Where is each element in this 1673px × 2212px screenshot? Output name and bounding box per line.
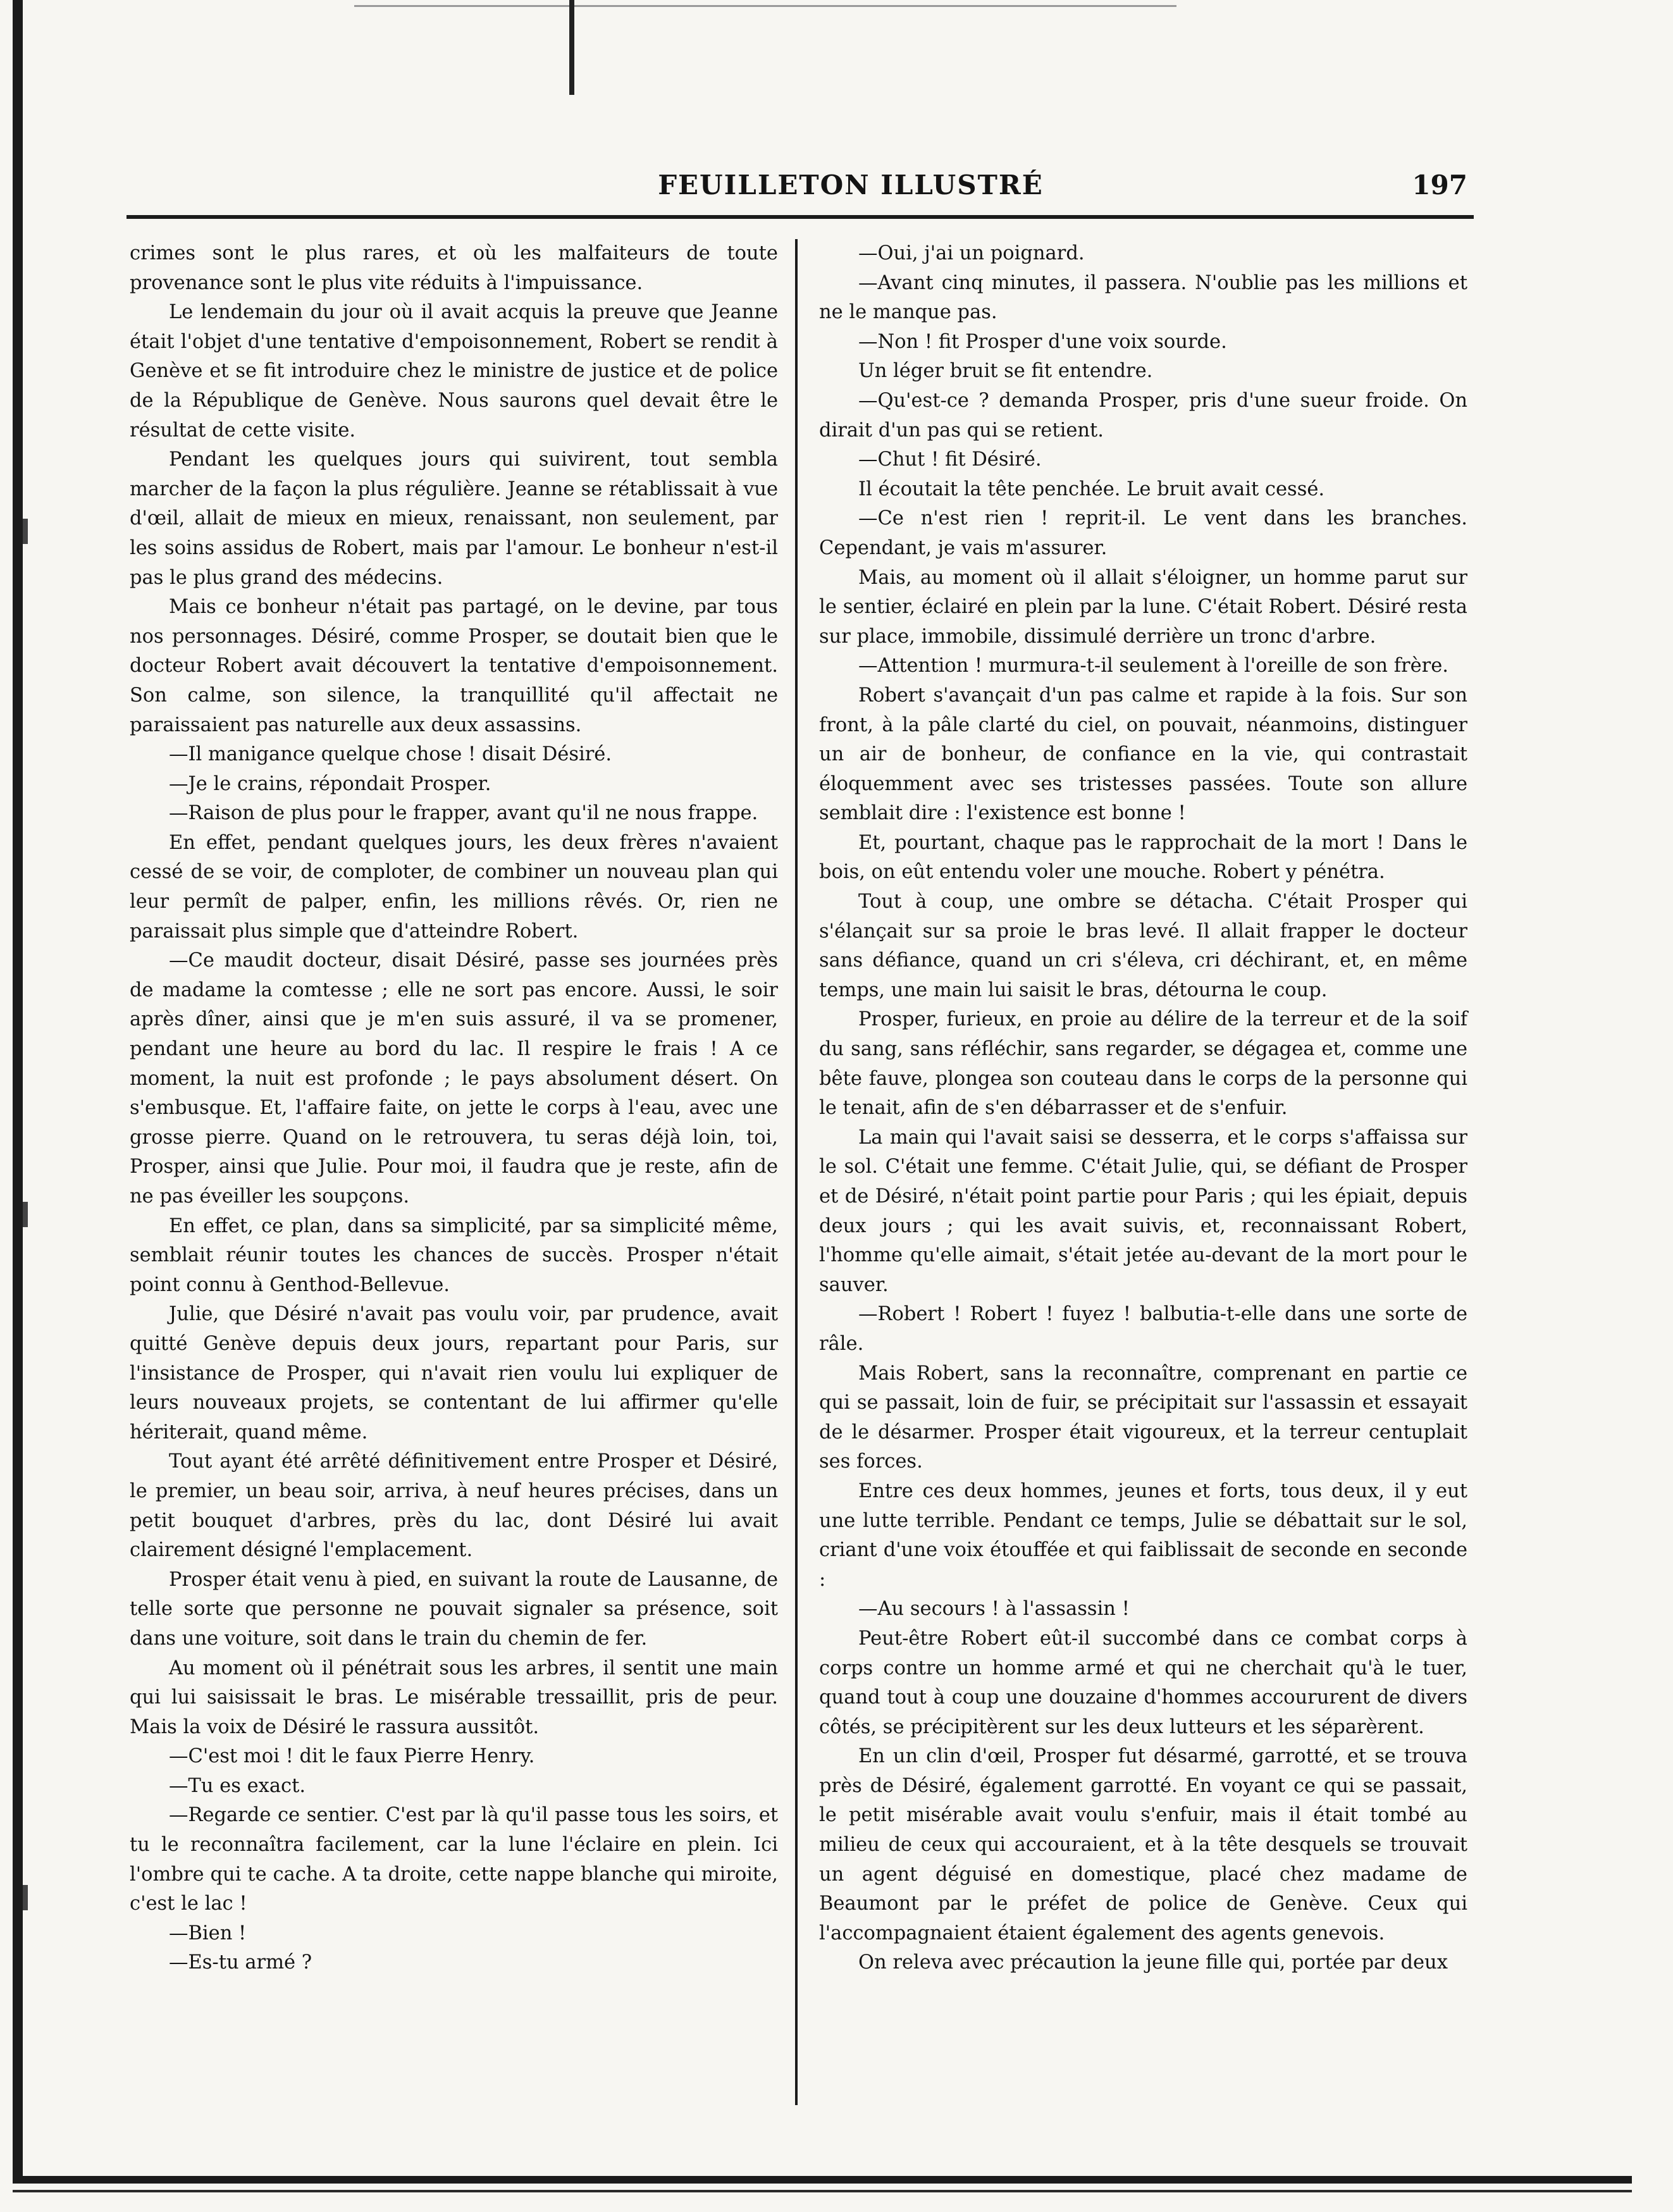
running-head-title: FEUILLETON ILLUSTRÉ <box>658 170 1044 201</box>
scan-top-edge <box>354 5 1176 7</box>
paragraph: Prosper était venu à pied, en suivant la route de Lausanne, de telle sorte que personne ne pouvait signaler sa présence, soit dans une voiture, soit dans le train du chemin de fer. <box>130 1568 778 1650</box>
paragraph: —Attention ! murmura-t-il seulement à l'oreille de son frère. <box>858 655 1449 677</box>
paragraph: Prosper, furieux, en proie au délire de la terreur et de la soif du sang, sans réfléchir, sans regarder, se dégagea et, comme une bête fauve, plongea son couteau dans le corps de la personne qui le tenait, afin de s'en débarrasser et de s'enfuir. <box>819 1008 1467 1120</box>
binding-mark <box>23 1885 28 1910</box>
paragraph: —Robert ! Robert ! fuyez ! balbutia-t-elle dans une sorte de râle. <box>819 1303 1467 1355</box>
paragraph: Julie, que Désiré n'avait pas voulu voir, par prudence, avait quitté Genève depuis deux jours, repartant pour Paris, sur l'insistance de Prosper, qui n'avait rien voulu lui expliquer de leurs nouveaux projets, se contentant de lui affirmer qu'elle hériterait, quand même. <box>130 1303 778 1443</box>
paragraph: crimes sont le plus rares, et où les malfaiteurs de toute provenance sont le plus vite réduits à l'impuissance. <box>130 242 778 294</box>
binding-mark <box>23 1202 28 1227</box>
paragraph: En un clin d'œil, Prosper fut désarmé, garrotté, et se trouva près de Désiré, également garrotté. En voyant ce qui se passait, le petit misérable avait voulu s'enfuir, mais il était tombé au milieu de ceux qui accouraient, et à la tête desquels se trouvait un agent déguisé en domestique, placé chez madame de Beaumont par le préfet de police de Genève. Ceux qui l'accompagnaient étaient également des agents genevois. <box>819 1745 1467 1944</box>
paragraph: —Oui, j'ai un poignard. <box>858 242 1085 264</box>
paragraph: En effet, pendant quelques jours, les deux frères n'avaient cessé de se voir, de comploter, de combiner un nouveau plan qui leur permît de palper, enfin, les millions rêvés. Or, rien ne paraissait plus simple que d'atteindre Robert. <box>130 831 778 942</box>
paragraph: —Bien ! <box>169 1922 247 1944</box>
paragraph: —Ce maudit docteur, disait Désiré, passe ses journées près de madame la comtesse ; elle ne sort pas encore. Aussi, le soir après dîner, ainsi que je m'en suis assuré, il va se promener, pendant une heure au bord du lac. Il respire le frais ! A ce moment, la nuit est profonde ; le pays absolument désert. On s'embusque. Et, l'affaire faite, on jette le corps à l'eau, avec une grosse pierre. Quand on le retrouvera, tu seras déjà loin, toi, Prosper, ainsi que Julie. Pour moi, il faudra que je reste, afin de ne pas éveiller les soupçons. <box>130 949 778 1208</box>
paragraph: —Raison de plus pour le frapper, avant qu'il ne nous frappe. <box>169 802 758 825</box>
right-text-column <box>819 239 1467 1978</box>
paragraph: —Tu es exact. <box>169 1774 306 1797</box>
page-bottom-edge <box>13 2176 1632 2184</box>
page-bottom-edge-line <box>13 2190 1632 2192</box>
paragraph: Mais, au moment où il allait s'éloigner, un homme parut sur le sentier, éclairé en plein par la lune. C'était Robert. Désiré resta sur place, immobile, dissimulé derrière un tronc d'arbre. <box>819 566 1467 648</box>
paragraph: Peut-être Robert eût-il succombé dans ce combat corps à corps contre un homme armé et qui ne cherchait qu'à le tuer, quand tout à coup une douzaine d'hommes accoururent de divers côtés, se précipitèrent sur les deux lutteurs et les séparèrent. <box>819 1627 1467 1738</box>
paragraph: —C'est moi ! dit le faux Pierre Henry. <box>169 1745 535 1768</box>
paragraph: —Avant cinq minutes, il passera. N'oublie pas les millions et ne le manque pas. <box>819 271 1467 324</box>
paragraph: —Il manigance quelque chose ! disait Désiré. <box>169 743 612 766</box>
page-binding-edge <box>13 0 23 2176</box>
paragraph: Mais Robert, sans la reconnaître, comprenant en partie ce qui se passait, loin de fuir, se précipitait sur l'assassin et essayait de le désarmer. Prosper était vigoureux, et la terreur centuplait ses forces. <box>819 1362 1467 1473</box>
paragraph: —Au secours ! à l'assassin ! <box>858 1598 1130 1621</box>
paragraph: Tout à coup, une ombre se détacha. C'était Prosper qui s'élançait sur sa proie le bras levé. Il allait frapper le docteur sans défiance, quand un cri s'éleva, cri déchirant, et, en même temps, une main lui saisit le bras, détourna le coup. <box>819 891 1467 1001</box>
running-head <box>127 163 1467 214</box>
paragraph: Mais ce bonheur n'était pas partagé, on le devine, par tous nos personnages. Désiré, comme Prosper, se doutait bien que le docteur Robert avait découvert la tentative d'empoisonnement. Son calme, son silence, la tranquillité qu'il affectait ne paraissaient pas naturelle aux deux assassins. <box>130 596 778 736</box>
paragraph: La main qui l'avait saisi se desserra, et le corps s'affaissa sur le sol. C'était une femme. C'était Julie, qui, se défiant de Prosper et de Désiré, n'était point partie pour Paris ; qui les épiait, depuis deux jours ; qui les avait suivis, et, reconnaissant Robert, l'homme qu'elle aimait, s'était jetée au-devant de la mort pour le sauver. <box>819 1126 1467 1296</box>
paragraph: —Regarde ce sentier. C'est par là qu'il passe tous les soirs, et tu le reconnaîtra facilement, car la lune l'éclaire en plein. Ici l'ombre qui te cache. A ta droite, cette nappe blanche qui miroite, c'est le lac ! <box>130 1804 778 1915</box>
paragraph: Il écoutait la tête penchée. Le bruit avait cessé. <box>858 478 1325 500</box>
paragraph: Pendant les quelques jours qui suivirent, tout sembla marcher de la façon la plus régulière. Jeanne se rétablissait à vue d'œil, allait de mieux en mieux, renaissant, non seulement, par les soins assidus de Robert, mais par l'amour. Le bonheur n'est-il pas le plus grand des médecins. <box>130 448 778 589</box>
header-rule <box>127 215 1474 219</box>
paragraph: —Ce n'est rien ! reprit-il. Le vent dans les branches. Cependant, je vais m'assurer. <box>819 507 1467 559</box>
paragraph: Robert s'avançait d'un pas calme et rapide à la fois. Sur son front, à la pâle clarté du ciel, on pouvait, néanmoins, distinguer un air de bonheur, de confiance en la vie, qui contrastait éloquemment avec ses tristesses passées. Toute son allure semblait dire : l'existence est bonne ! <box>819 684 1467 825</box>
column-divider <box>795 239 798 2105</box>
paragraph: —Es-tu armé ? <box>169 1951 312 1974</box>
paragraph: En effet, ce plan, dans sa simplicité, par sa simplicité même, semblait réunir toutes les chances de succès. Prosper n'était point connu à Genthod-Bellevue. <box>130 1214 778 1296</box>
binding-mark <box>23 519 28 544</box>
scan-artifact-mark <box>569 0 574 95</box>
paragraph: Un léger bruit se fit entendre. <box>858 360 1153 383</box>
paragraph: Et, pourtant, chaque pas le rapprochait de la mort ! Dans le bois, on eût entendu voler une mouche. Robert y pénétra. <box>819 831 1467 884</box>
paragraph: Entre ces deux hommes, jeunes et forts, tous deux, il y eut une lutte terrible. Pendant ce temps, Julie se débattait sur le sol, criant d'une voix étouffée et qui faiblissait de seconde en seconde : <box>819 1480 1467 1591</box>
paragraph: —Je le crains, répondait Prosper. <box>169 772 491 795</box>
paragraph: Tout ayant été arrêté définitivement entre Prosper et Désiré, le premier, un beau soir, arriva, à neuf heures précises, dans un petit bouquet d'arbres, près du lac, dont Désiré lui avait clairement désigné l'emplacement. <box>130 1450 778 1562</box>
left-text-column <box>130 239 778 1978</box>
paragraph: Au moment où il pénétrait sous les arbres, il sentit une main qui lui saisissait le bras. Le misérable tressaillit, pris de peur. Mais la voix de Désiré le rassura aussitôt. <box>130 1657 778 1738</box>
paragraph: —Non ! fit Prosper d'une voix sourde. <box>858 330 1227 353</box>
paragraph: Le lendemain du jour où il avait acquis la preuve que Jeanne était l'objet d'une tentative d'empoisonnement, Robert se rendit à Genève et se fit introduire chez le ministre de justice et de police de la République de Genève. Nous saurons quel devait être le résultat de cette visite. <box>130 301 778 442</box>
paragraph: —Chut ! fit Désiré. <box>858 448 1042 471</box>
paragraph: On releva avec précaution la jeune fille qui, portée par deux <box>858 1951 1448 1974</box>
paragraph: —Qu'est-ce ? demanda Prosper, pris d'une sueur froide. On dirait d'un pas qui se retient. <box>819 389 1467 442</box>
page-number: 197 <box>1412 170 1467 201</box>
